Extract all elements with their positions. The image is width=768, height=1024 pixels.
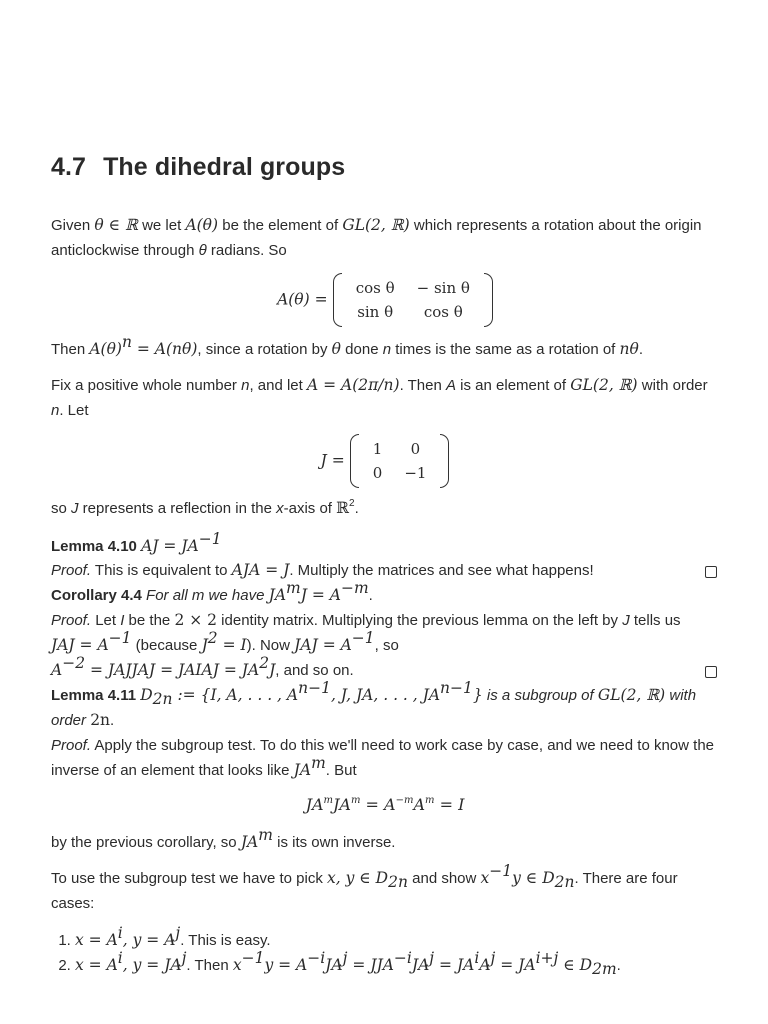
display-lhs: A(θ) = <box>277 290 328 309</box>
paragraph-fix-n: Fix a positive whole number n, and let A = A(2π/n). Then A is an element of GL(2, ℝ) with order n. Let <box>51 376 708 419</box>
proof-lemma-4-11: Proof. Apply the subgroup test. To do this we'll need to work case by case, and we need to know the inverse of an element that looks like $JA^m$. But <box>51 737 714 779</box>
lemma-label: Lemma 4.11 <box>51 687 137 704</box>
section-number: 4.7 <box>51 153 87 181</box>
qed-box <box>705 666 717 678</box>
matrix-cell: sin θ <box>357 303 394 321</box>
proof-corollary-4-4: Proof. Let I be the 2 × 2 identity matrix. Multiplying the previous lemma on the left by J tells us JAJ = $A^{-1}$ (because $J^2 = I$). Now JAJ = $A^{-1}$, so $A^{-2}$ = JAJJAJ = JAIAJ = $JA^2J$, and so on. <box>51 611 681 679</box>
list-item: 1. $x = A^i$, $y = A^j$. This is easy. <box>75 928 621 953</box>
display-own-inverse: $JA^mJA^m = A^{-m}A^m = I$ <box>305 794 465 814</box>
section-heading <box>51 153 345 182</box>
cases-list <box>51 924 621 978</box>
paragraph-rotation-power: Then $A(\theta)^n = A(n\theta)$, since a rotation by θ done n times is the same as a rotation of nθ. <box>51 333 644 358</box>
section-title: The dihedral groups <box>103 153 346 181</box>
qed-box <box>705 566 717 578</box>
matrix-cell: cos θ <box>355 279 395 297</box>
lemma-4-10: Lemma 4.10 AJ = $JA^{-1}$ <box>51 530 222 555</box>
corollary-4-4: Corollary 4.4 For all m we have $JA^mJ = A^{-m}$. <box>51 579 373 604</box>
matrix-cell: − sin θ <box>416 279 470 297</box>
proof-label: Proof. <box>51 612 92 629</box>
paragraph-rotation-definition: Given θ ∈ ℝ we let A(θ) be the element of GL(2, ℝ) which represents a rotation about the origin anticlockwise through θ radians. So <box>51 216 702 259</box>
display-rotation-matrix <box>51 276 719 324</box>
display-reflection-matrix <box>51 437 719 485</box>
matrix-cell: −1 <box>404 464 427 482</box>
list-item: 2. $x = A^i$, $y = JA^j$. Then $x^{-1}y = A^{-i}JA^j = JJA^{-i}JA^j = JA^iA^j = JA^{i+j}$ ∈ $D_{2m}$. <box>75 953 621 978</box>
lemma-4-11: Lemma 4.11 $D_{2n}$ := {I, A, . . . , $A^{n-1}$, J, JA, . . . , $JA^{n-1}$} is a subgroup of GL(2, ℝ) with order 2n. <box>51 679 697 729</box>
rotation-matrix <box>333 276 493 324</box>
proof-lemma-4-10: Proof. This is equivalent to AJA = J. Multiply the matrices and see what happens! <box>51 561 594 579</box>
display-lhs: J = <box>320 451 345 470</box>
paragraph-reflection: so J represents a reflection in the x-axis of ℝ$^2$. <box>51 498 359 517</box>
paragraph-own-inverse: by the previous corollary, so $JA^m$ is its own inverse. <box>51 826 396 851</box>
proof-label: Proof. <box>51 562 92 579</box>
reflection-matrix <box>350 437 450 485</box>
matrix-cell: 0 <box>372 464 383 482</box>
paragraph-subgroup-test: To use the subgroup test we have to pick x, y ∈ $D_{2n}$ and show $x^{-1}y$ ∈ $D_{2n}$. There are four cases: <box>51 862 678 912</box>
corollary-label: Corollary 4.4 <box>51 587 142 604</box>
matrix-cell: 1 <box>372 440 383 458</box>
matrix-cell: 0 <box>410 440 421 458</box>
matrix-cell: cos θ <box>423 303 463 321</box>
lemma-label: Lemma 4.10 <box>51 538 137 555</box>
proof-label: Proof. <box>51 737 92 754</box>
